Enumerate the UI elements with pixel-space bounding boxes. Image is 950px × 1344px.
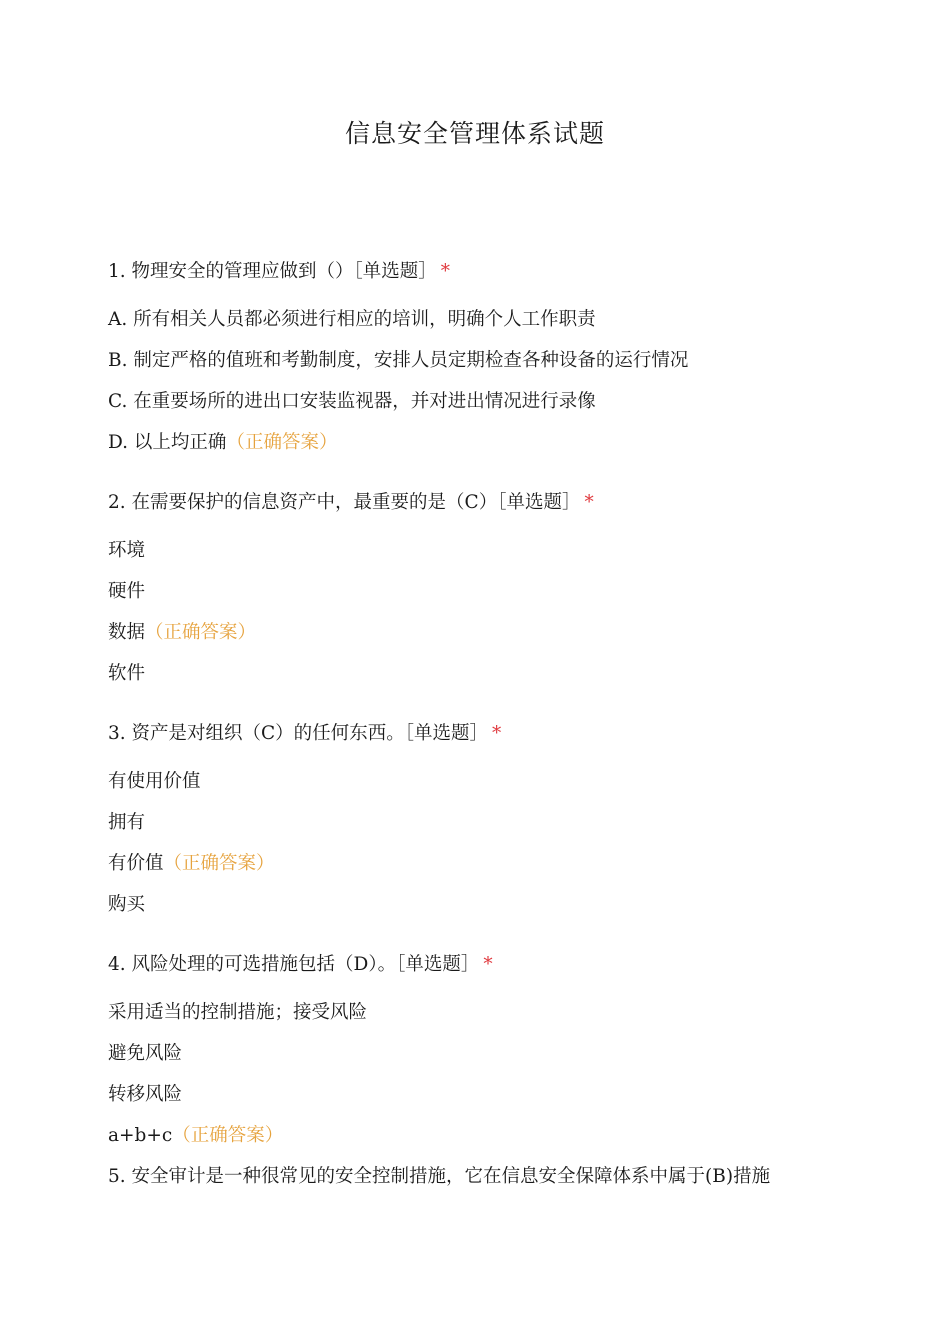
q2-option-2[interactable]: 硬件 <box>108 581 146 602</box>
q3-option-2[interactable]: 拥有 <box>108 812 146 833</box>
q4-option-2[interactable]: 避免风险 <box>108 1043 183 1064</box>
q1-option-a[interactable]: A. 所有相关人员都必须进行相应的培训，明确个人工作职责 <box>108 309 596 330</box>
correct-answer-mark: （正确答案） <box>226 432 338 453</box>
question-5 <box>108 1165 770 1189</box>
question-text: 1. 物理安全的管理应做到（）［单选题］ <box>108 261 437 282</box>
q3-option-4[interactable]: 购买 <box>108 894 146 915</box>
correct-answer-mark: （正确答案） <box>172 1125 284 1146</box>
question-text: 5. 安全审计是一种很常见的安全控制措施，它在信息安全保障体系中属于(B)措施 <box>108 1166 771 1187</box>
q1-option-d[interactable]: D. 以上均正确（正确答案） <box>108 432 338 453</box>
question-text: 4. 风险处理的可选措施包括（D）。［单选题］ <box>108 954 480 975</box>
q4-option-1[interactable]: 采用适当的控制措施；接受风险 <box>108 1002 368 1023</box>
required-asterisk: * <box>483 954 493 975</box>
q2-option-4[interactable]: 软件 <box>108 663 146 684</box>
required-asterisk: * <box>440 261 451 282</box>
required-asterisk: * <box>584 492 594 513</box>
correct-answer-mark: （正确答案） <box>163 853 275 874</box>
question-1 <box>108 260 450 284</box>
q3-option-1[interactable]: 有使用价值 <box>108 771 201 792</box>
question-4 <box>108 953 493 977</box>
page-title: 信息安全管理体系试题 <box>344 119 605 148</box>
question-text: 3. 资产是对组织（C）的任何东西。［单选题］ <box>108 723 488 744</box>
q2-option-3[interactable]: 数据（正确答案） <box>108 622 257 643</box>
q2-option-1[interactable]: 环境 <box>108 540 146 561</box>
correct-answer-mark: （正确答案） <box>145 622 257 643</box>
question-2 <box>108 491 594 515</box>
q4-option-4[interactable]: a+b+c（正确答案） <box>108 1125 284 1146</box>
question-3 <box>108 722 501 746</box>
question-text: 2. 在需要保护的信息资产中，最重要的是（C）［单选题］ <box>108 492 581 513</box>
q1-option-c[interactable]: C. 在重要场所的进出口安装监视器，并对进出情况进行录像 <box>108 391 596 412</box>
required-asterisk: * <box>491 723 502 744</box>
q1-option-b[interactable]: B. 制定严格的值班和考勤制度，安排人员定期检查各种设备的运行情况 <box>108 350 689 371</box>
q3-option-3[interactable]: 有价值（正确答案） <box>108 853 275 874</box>
q4-option-3[interactable]: 转移风险 <box>108 1084 183 1105</box>
